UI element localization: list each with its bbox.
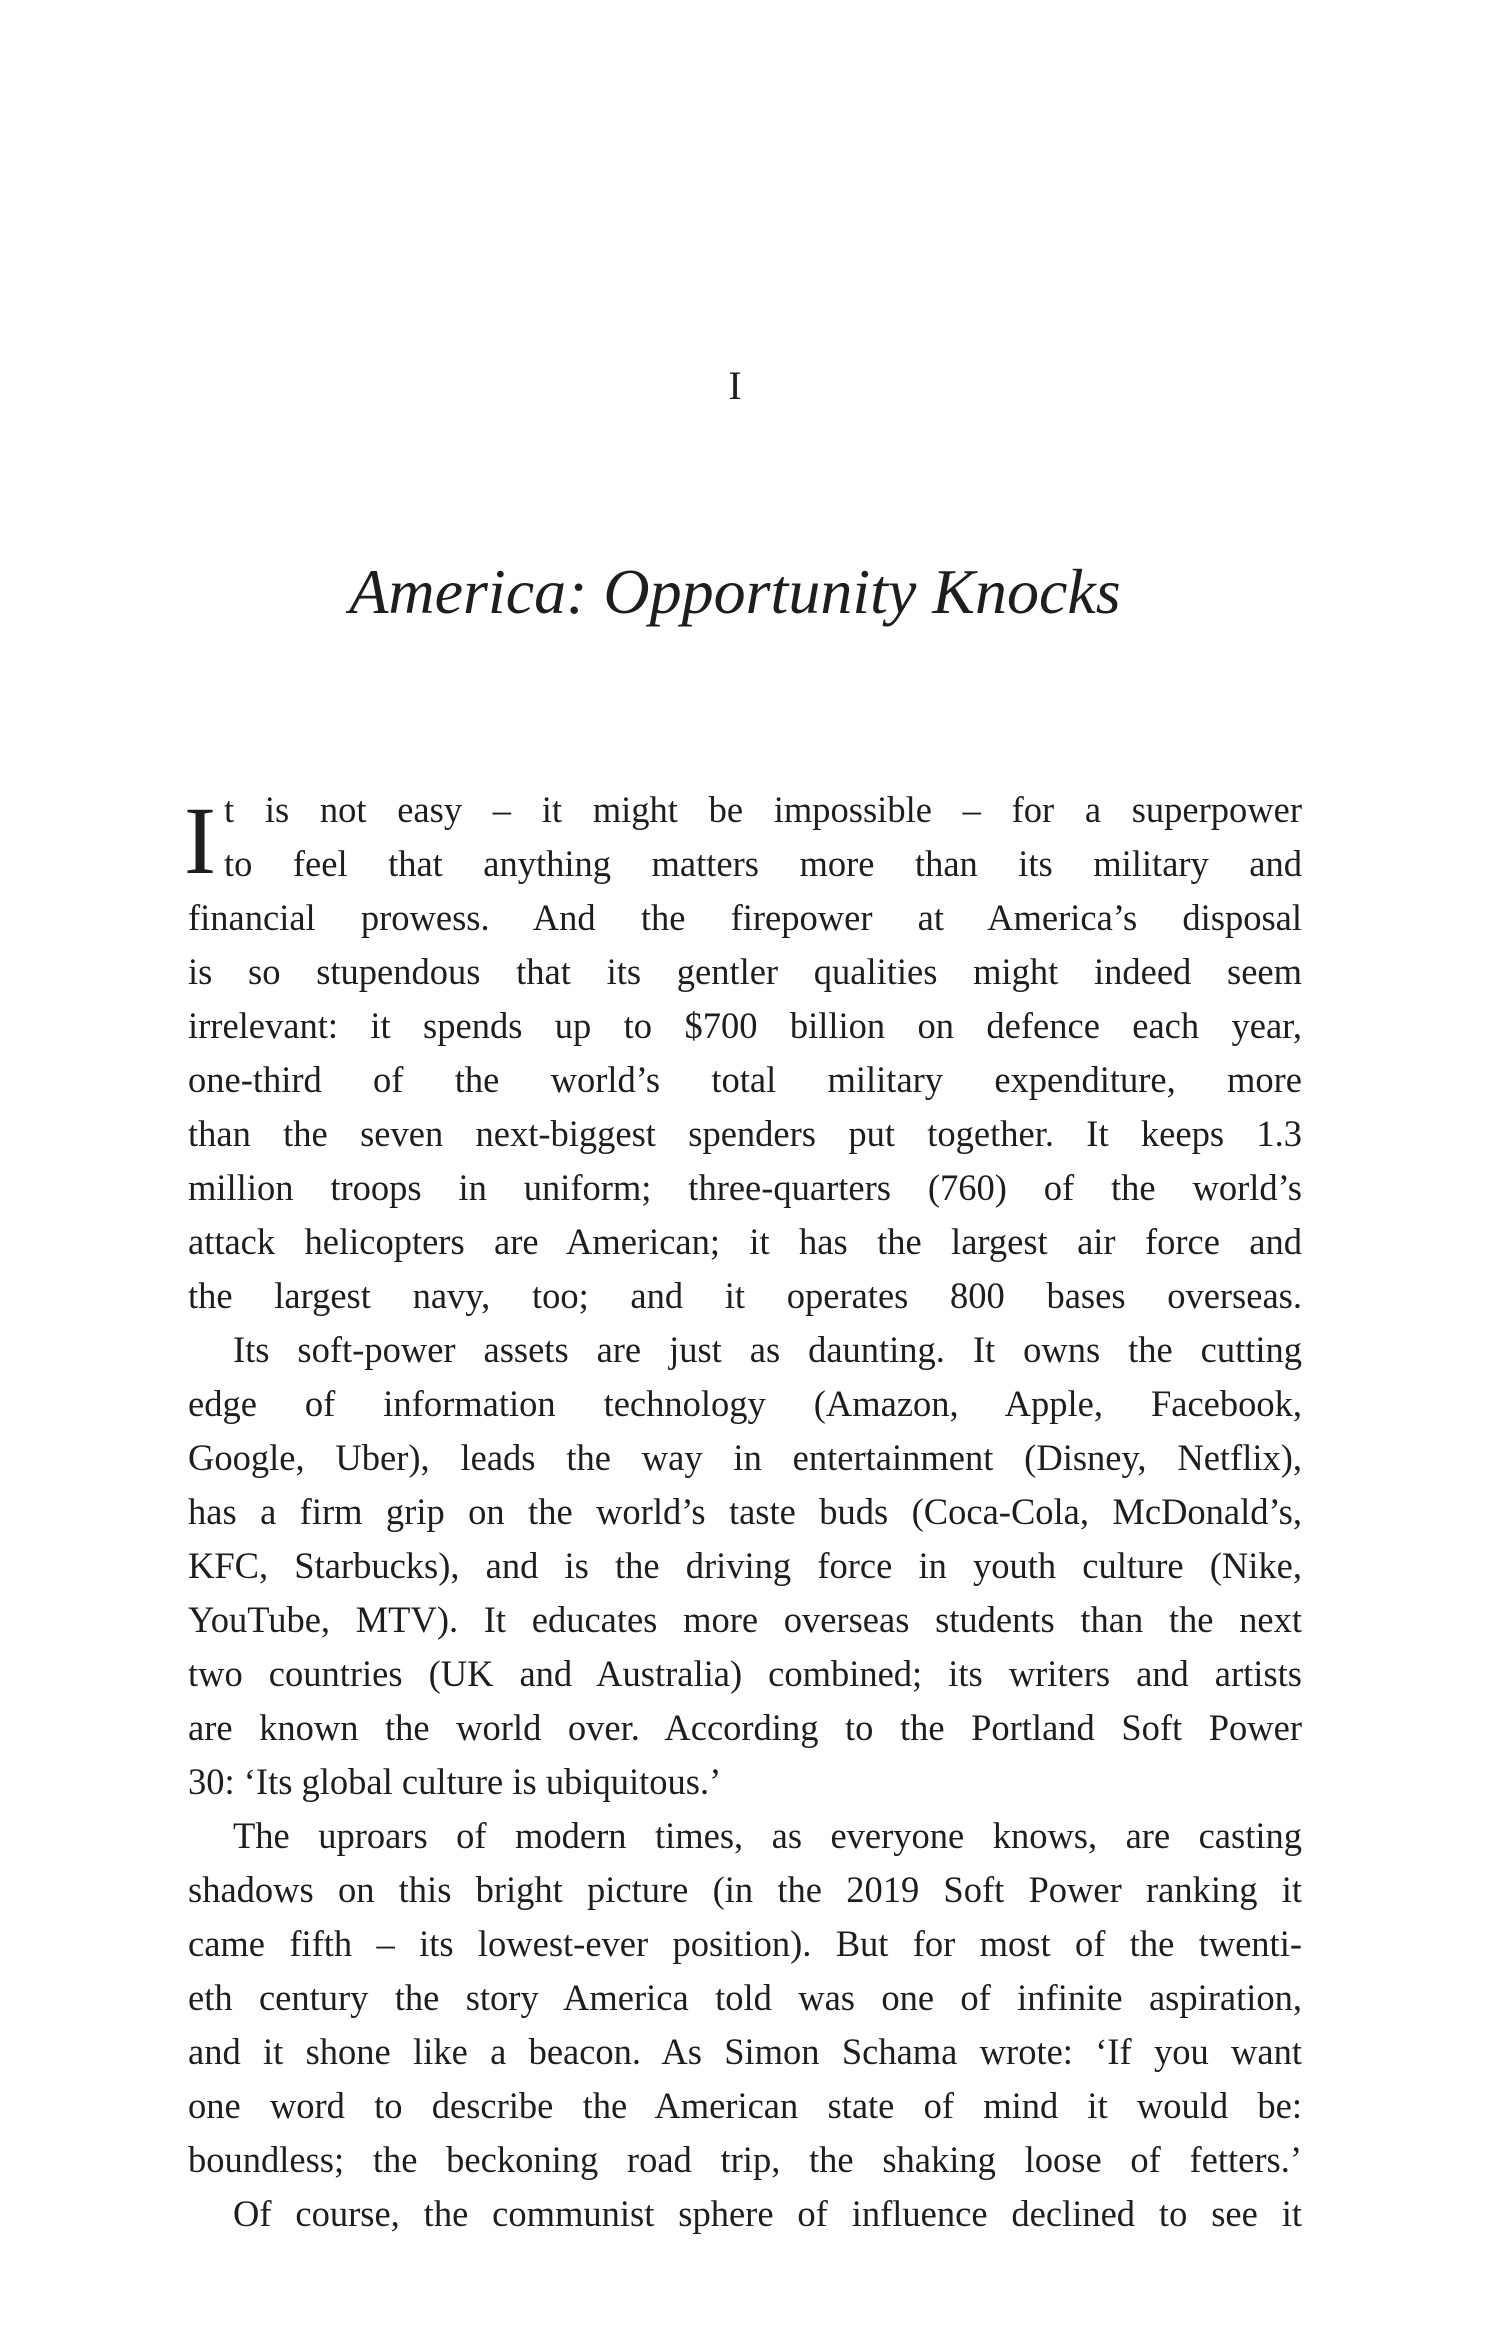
text-line: Of course, the communist sphere of influence declined to see it [233, 2193, 1302, 2234]
text-line: t is not easy – it might be impossible – for a superpower [224, 789, 1302, 830]
text-line: the largest navy, too; and it operates 800 bases overseas. [188, 1275, 1302, 1316]
text-line: has a firm grip on the world’s taste buds (Coca-Cola, McDonald’s, [188, 1491, 1302, 1532]
paragraph [188, 1323, 1302, 1809]
body-text [184, 783, 1302, 2241]
text-line: The uproars of modern times, as everyone knows, are casting [233, 1815, 1302, 1856]
text-line: edge of information technology (Amazon, Apple, Facebook, [188, 1383, 1302, 1424]
text-line: million troops in uniform; three-quarters (760) of the world’s [188, 1167, 1302, 1208]
chapter-title: America: Opportunity Knocks [349, 556, 1121, 627]
text-line: one-third of the world’s total military expenditure, more [188, 1059, 1302, 1100]
chapter-number: I [728, 363, 742, 408]
text-line: to feel that anything matters more than its military and [224, 843, 1302, 884]
paragraph [188, 783, 1302, 1323]
text-line: 30: ‘Its global culture is ubiquitous.’ [188, 1761, 722, 1802]
text-line: Its soft-power assets are just as daunting. It owns the cutting [233, 1329, 1302, 1370]
text-line: KFC, Starbucks), and is the driving force in youth culture (Nike, [188, 1545, 1302, 1586]
text-line: than the seven next-biggest spenders put together. It keeps 1.3 [188, 1113, 1302, 1154]
text-line: is so stupendous that its gentler qualities might indeed seem [188, 951, 1302, 992]
text-line: boundless; the beckoning road trip, the shaking loose of fetters.’ [188, 2139, 1302, 2180]
text-line: and it shone like a beacon. As Simon Schama wrote: ‘If you want [188, 2031, 1302, 2072]
text-line: YouTube, MTV). It educates more overseas students than the next [188, 1599, 1302, 1640]
paragraph [188, 1809, 1302, 2187]
text-line: attack helicopters are American; it has the largest air force and [188, 1221, 1302, 1262]
text-line: eth century the story America told was one of infinite aspiration, [188, 1977, 1302, 2018]
text-line: are known the world over. According to the Portland Soft Power [188, 1707, 1302, 1748]
text-line: came fifth – its lowest-ever position). But for most of the twenti- [188, 1923, 1302, 1964]
text-line: shadows on this bright picture (in the 2019 Soft Power ranking it [188, 1869, 1302, 1910]
text-line: irrelevant: it spends up to $700 billion on defence each year, [188, 1005, 1302, 1046]
paragraphs [188, 783, 1302, 2241]
drop-cap: I [184, 787, 216, 894]
text-line: Google, Uber), leads the way in entertainment (Disney, Netflix), [188, 1437, 1302, 1478]
text-line: two countries (UK and Australia) combined; its writers and artists [188, 1653, 1302, 1694]
paragraph [188, 2187, 1302, 2241]
text-line: financial prowess. And the firepower at America’s disposal [188, 897, 1302, 938]
text-line: one word to describe the American state of mind it would be: [188, 2085, 1302, 2126]
